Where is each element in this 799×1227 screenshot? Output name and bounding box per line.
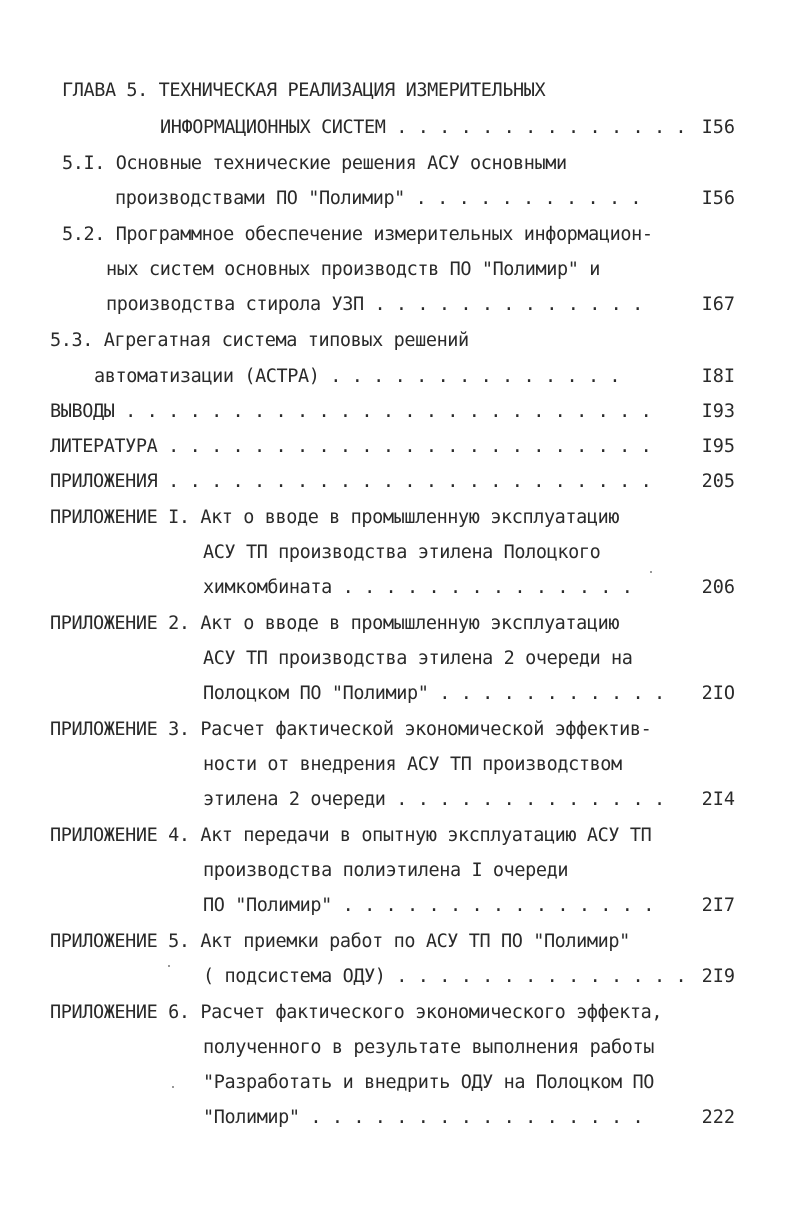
toc-literature: ЛИТЕРАТУРА . . . . . . . . . . . . . . . . . . . . . . . [50,436,652,457]
toc-conclusions-page: I93 [701,401,735,422]
toc-section52-line1: 5.2. Программное обеспечение измерительных информацион- [62,224,653,245]
toc-appendix1-line1: ПРИЛОЖЕНИЕ I. Акт о вводе в промышленную эксплуатацию [50,507,620,528]
toc-appendix2-line2: АСУ ТП производства этилена 2 очереди на [203,648,633,669]
toc-appendix1-line3: химкомбината . . . . . . . . . . . . . . [203,577,633,598]
toc-section52-line2: ных систем основных производств ПО "Полимир" и [106,259,600,280]
toc-appendix5-line1: ПРИЛОЖЕНИЕ 5. Акт приемки работ по АСУ ТП ПО "Полимир" [50,931,630,952]
toc-section51-line2: производствами ПО "Полимир" . . . . . . . . . . . [115,188,642,209]
toc-appendix2-line1: ПРИЛОЖЕНИЕ 2. Акт о вводе в промышленную эксплуатацию [50,613,620,634]
toc-appendix3-line1: ПРИЛОЖЕНИЕ 3. Расчет фактической экономической эффектив- [50,719,652,740]
toc-appendix5-page: 2I9 [701,966,735,987]
toc-appendix4-line3: ПО "Полимир" . . . . . . . . . . . . . . . [203,895,654,916]
toc-conclusions: ВЫВОДЫ . . . . . . . . . . . . . . . . . . . . . . . . . [50,401,652,422]
toc-section51-page: I56 [701,188,735,209]
toc-appendix5-line2: ( подсистема ОДУ) . . . . . . . . . . . . . . [203,966,687,987]
toc-section52-line3: производства стирола УЗП . . . . . . . . . . . . . [106,294,643,315]
toc-appendix3-line2: ности от внедрения АСУ ТП производством [203,754,622,775]
toc-appendix3-page: 2I4 [701,789,735,810]
toc-appendix6-line1: ПРИЛОЖЕНИЕ 6. Расчет фактического экономического эффекта, [50,1002,663,1023]
toc-appendix6-line2: полученного в результате выполнения работы [203,1037,654,1058]
toc-appendix4-line2: производства полиэтилена I очереди [203,860,569,881]
toc-appendix1-line2: АСУ ТП производства этилена Полоцкого [203,542,601,563]
scan-speck [650,571,652,573]
toc-appendix4-page: 2I7 [701,895,735,916]
toc-appendix6-line3: "Разработать и внедрить ОДУ на Полоцком ПО [203,1072,654,1093]
toc-appendix2-line3: Полоцком ПО "Полимир" . . . . . . . . . . . [203,683,665,704]
toc-appendices-page: 205 [701,471,735,492]
toc-appendix1-page: 206 [701,577,735,598]
scan-speck [168,965,170,967]
toc-literature-page: I95 [701,436,735,457]
toc-appendix2-page: 2IO [701,683,735,704]
toc-appendix3-line3: этилена 2 очереди . . . . . . . . . . . . . [203,789,665,810]
toc-chapter5-title-line2: ИНФОРМАЦИОННЫХ СИСТЕМ . . . . . . . . . . . . . . [160,117,687,138]
toc-section53-page: I8I [701,366,735,387]
toc-appendix4-line1: ПРИЛОЖЕНИЕ 4. Акт передачи в опытную эксплуатацию АСУ ТП [50,825,652,846]
toc-appendix6-line4: "Полимир" . . . . . . . . . . . . . . . . [203,1107,644,1128]
toc-appendices: ПРИЛОЖЕНИЯ . . . . . . . . . . . . . . . . . . . . . . . [50,471,652,492]
toc-appendix6-page: 222 [701,1107,735,1128]
toc-chapter5-title-line1: ГЛАВА 5. ТЕХНИЧЕСКАЯ РЕАЛИЗАЦИЯ ИЗМЕРИТЕЛЬНЫХ [62,80,546,101]
scan-speck [172,1086,174,1088]
toc-section52-page: I67 [701,294,735,315]
toc-section53-line1: 5.3. Агрегатная система типовых решений [50,330,469,351]
toc-section51-line1: 5.I. Основные технические решения АСУ основными [62,153,567,174]
toc-chapter5-page: I56 [701,117,735,138]
toc-section53-line2: автоматизации (АСТРА) . . . . . . . . . . . . . . [94,366,621,387]
